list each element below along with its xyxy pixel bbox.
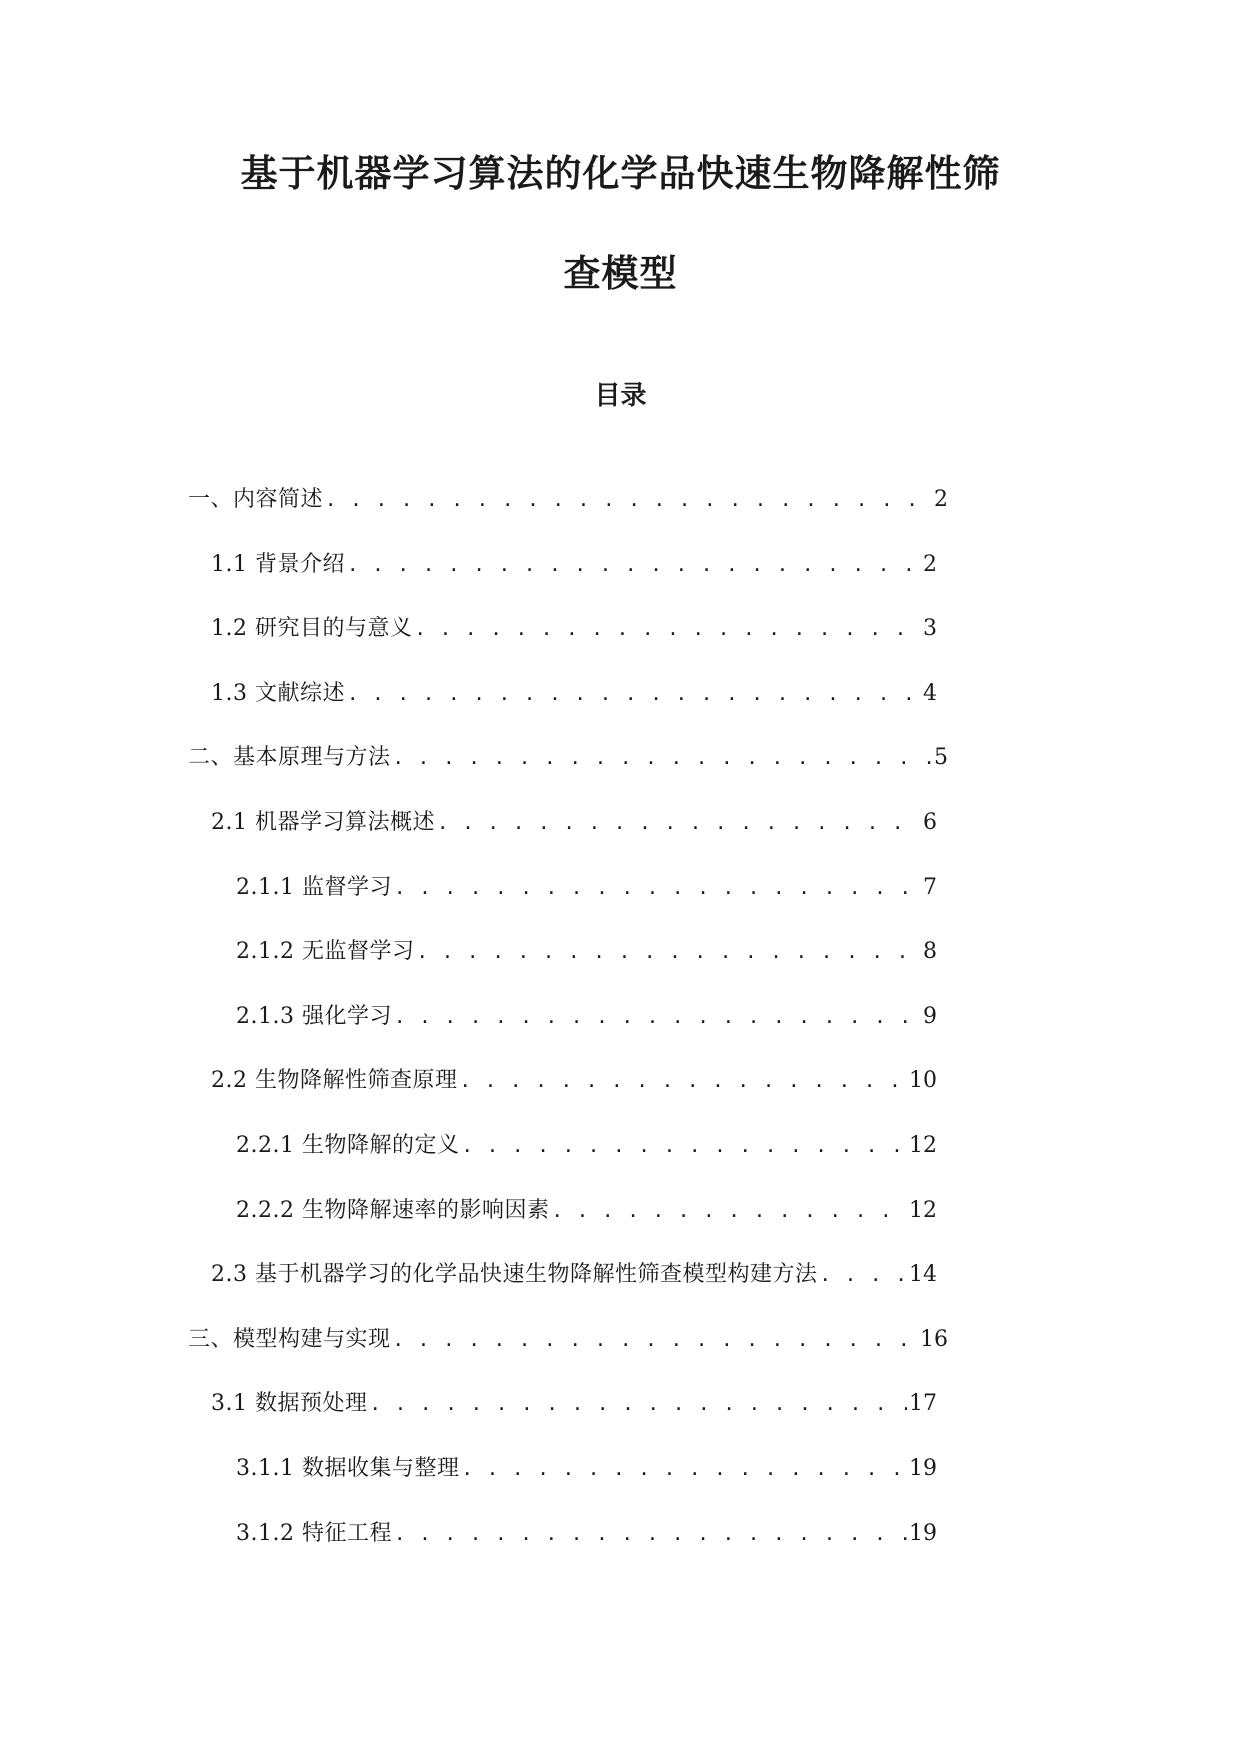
toc-dot-leader — [551, 1196, 907, 1226]
toc-entry-label: 2.1.2 无监督学习 — [236, 939, 415, 964]
toc-entry-page-number: 8 — [923, 939, 937, 964]
toc-entry[interactable] — [188, 481, 948, 515]
toc-entry-page-number: 19 — [909, 1456, 937, 1481]
toc-entry[interactable] — [211, 675, 937, 709]
toc-entry[interactable] — [236, 1450, 937, 1484]
toc-entry-label: 2.2 生物降解性筛查原理 — [211, 1068, 458, 1093]
document-title-line-1: 基于机器学习算法的化学品快速生物降解性筛 — [240, 151, 1001, 195]
toc-entry-label: 3.1.2 特征工程 — [236, 1521, 392, 1546]
toc-entry-label: 一、内容简述 — [188, 487, 324, 512]
toc-entry-page-number: 7 — [923, 875, 937, 900]
toc-entry[interactable] — [236, 869, 937, 903]
toc-entry-label: 二、基本原理与方法 — [188, 745, 391, 770]
toc-dot-leader — [437, 808, 921, 838]
toc-entry[interactable] — [236, 933, 937, 967]
toc-entry[interactable] — [211, 1256, 937, 1290]
toc-entry-label: 1.1 背景介绍 — [211, 552, 345, 577]
toc-entry-page-number: 10 — [909, 1068, 937, 1093]
toc-entry-page-number: 19 — [909, 1521, 937, 1546]
toc-entry-label: 2.2.2 生物降解速率的影响因素 — [236, 1198, 550, 1223]
toc-entry-page-number: 12 — [909, 1133, 937, 1158]
toc-entry[interactable] — [188, 1321, 948, 1355]
toc-dot-leader — [394, 1519, 907, 1549]
toc-entry-page-number: 2 — [923, 552, 937, 577]
toc-entry[interactable] — [211, 1385, 937, 1419]
toc-dot-leader — [393, 743, 932, 773]
toc-entry[interactable] — [211, 610, 937, 644]
toc-entry-label: 2.1.1 监督学习 — [236, 875, 392, 900]
toc-entry-page-number: 12 — [909, 1198, 937, 1223]
toc-entry-page-number: 4 — [923, 681, 937, 706]
toc-entry[interactable] — [188, 739, 948, 773]
toc-entry-label: 1.2 研究目的与意义 — [211, 616, 413, 641]
toc-entry-page-number: 16 — [920, 1327, 948, 1352]
document-title-line-2: 查模型 — [563, 251, 678, 295]
toc-dot-leader — [819, 1260, 907, 1290]
toc-dot-leader — [461, 1131, 907, 1161]
toc-entry[interactable] — [211, 546, 937, 580]
toc-entry[interactable] — [211, 804, 937, 838]
toc-dot-leader — [416, 937, 921, 967]
toc-dot-leader — [414, 614, 921, 644]
toc-dot-leader — [394, 873, 921, 903]
toc-dot-leader — [461, 1454, 907, 1484]
toc-entry-page-number: 9 — [923, 1004, 937, 1029]
toc-entry-page-number: 2 — [934, 487, 948, 512]
toc-entry-label: 2.3 基于机器学习的化学品快速生物降解性筛查模型构建方法 — [211, 1262, 818, 1287]
toc-entry-page-number: 3 — [923, 616, 937, 641]
toc-entry-page-number: 6 — [923, 810, 937, 835]
toc-entry[interactable] — [236, 998, 937, 1032]
toc-entry[interactable] — [211, 1062, 937, 1096]
toc-entry-page-number: 5 — [934, 745, 948, 770]
toc-entry-label: 3.1 数据预处理 — [211, 1391, 368, 1416]
toc-entry[interactable] — [236, 1192, 937, 1226]
toc-dot-leader — [347, 550, 921, 580]
toc-dot-leader — [369, 1389, 907, 1419]
toc-dot-leader — [347, 679, 921, 709]
toc-entry-label: 三、模型构建与实现 — [188, 1327, 391, 1352]
toc-dot-leader — [393, 1325, 918, 1355]
toc-entry[interactable] — [236, 1127, 937, 1161]
toc-entry-page-number: 17 — [909, 1391, 937, 1416]
toc-entry-label: 2.1.3 强化学习 — [236, 1004, 392, 1029]
toc-entry-label: 1.3 文献综述 — [211, 681, 345, 706]
toc-entry-label: 2.2.1 生物降解的定义 — [236, 1133, 460, 1158]
toc-dot-leader — [459, 1066, 907, 1096]
toc-entry-label: 2.1 机器学习算法概述 — [211, 810, 435, 835]
toc-dot-leader — [325, 485, 932, 515]
toc-dot-leader — [394, 1002, 921, 1032]
toc-heading: 目录 — [594, 381, 647, 411]
toc-entry[interactable] — [236, 1515, 937, 1549]
toc-entry-label: 3.1.1 数据收集与整理 — [236, 1456, 460, 1481]
toc-entry-page-number: 14 — [909, 1262, 937, 1287]
